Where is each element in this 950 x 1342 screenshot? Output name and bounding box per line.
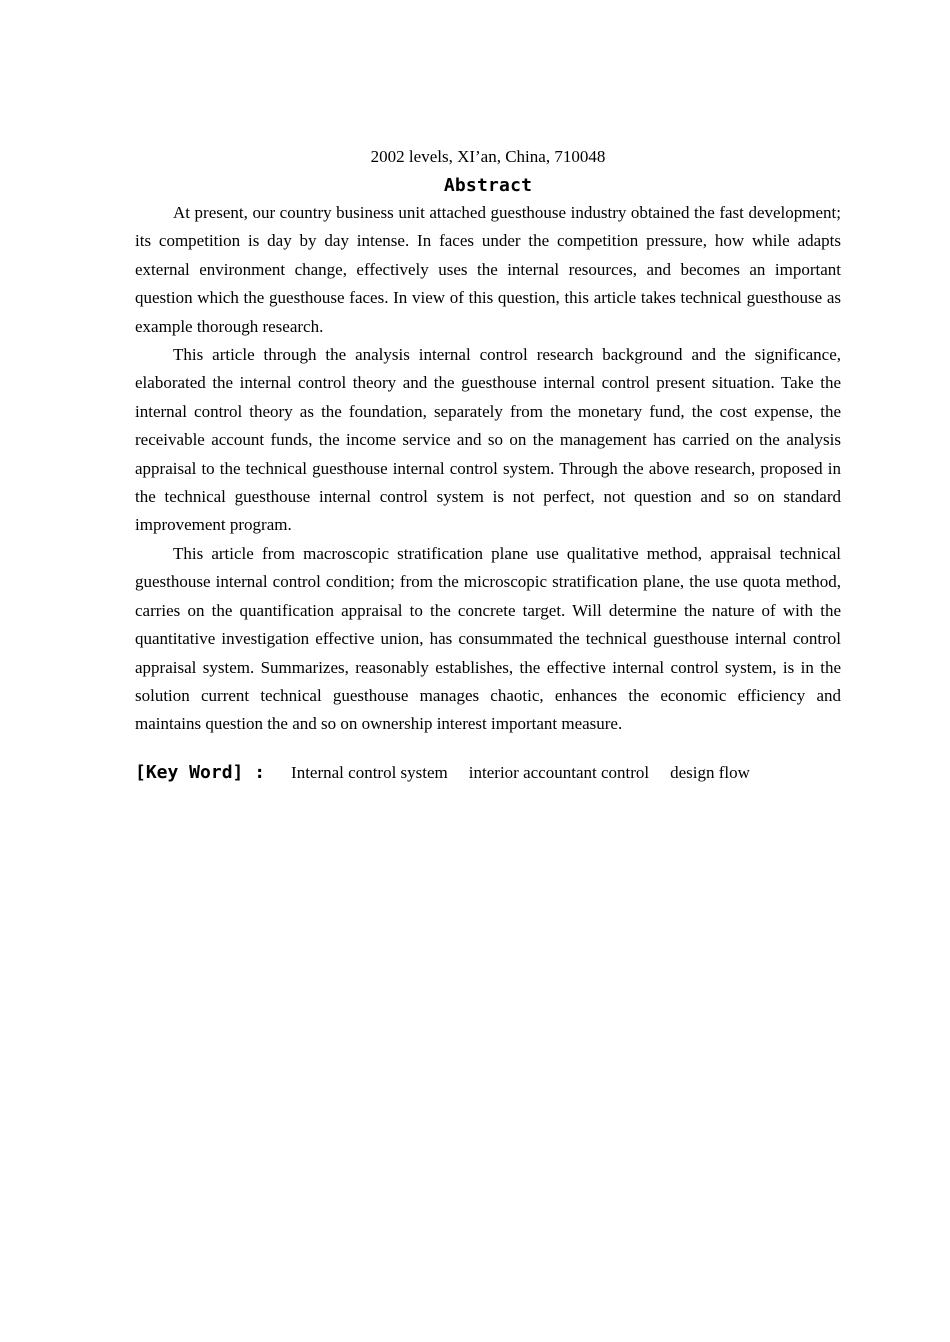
keyword-item: Internal control system [291, 762, 448, 782]
abstract-paragraph: This article through the analysis internal control research background and the significance, elaborated the internal control theory and the guesthouse internal control present situation. Take the internal control theory as the foundation, separately from the monetary fund, the cost expense, the receivable account funds, the income service and so on the management has carried on the analysis appraisal to the technical guesthouse internal control system. Through the above research, proposed in the technical guesthouse internal control system is not perfect, not question and so on standard improvement program. [135, 345, 841, 535]
abstract-paragraph: At present, our country business unit attached guesthouse industry obtained the fast development; its competition is day by day intense. In faces under the competition pressure, how while adapts external environment change, effectively uses the internal resources, and becomes an important question which the guesthouse faces. In view of this question, this article takes technical guesthouse as example thorough research. [135, 203, 841, 336]
keywords-label: [Key Word] : [135, 761, 266, 783]
keyword-item: interior accountant control [468, 762, 650, 782]
keywords-line [135, 759, 841, 787]
author-affiliation: 2002 levels, XI’an, China, 710048 [370, 147, 606, 166]
abstract-body [135, 199, 841, 739]
keyword-item: design flow [670, 762, 750, 782]
document-page [135, 143, 841, 787]
abstract-heading: Abstract [443, 175, 533, 196]
abstract-paragraph: This article from macroscopic stratification plane use qualitative method, appraisal technical guesthouse internal control condition; from the microscopic stratification plane, the use quota method, carries on the quantification appraisal to the concrete target. Will determine the nature of with the quantitative investigation effective union, has consummated the technical guesthouse internal control appraisal system. Summarizes, reasonably establishes, the effective internal control system, is in the solution current technical guesthouse manages chaotic, enhances the economic efficiency and maintains question the and so on ownership interest important measure. [135, 543, 841, 734]
